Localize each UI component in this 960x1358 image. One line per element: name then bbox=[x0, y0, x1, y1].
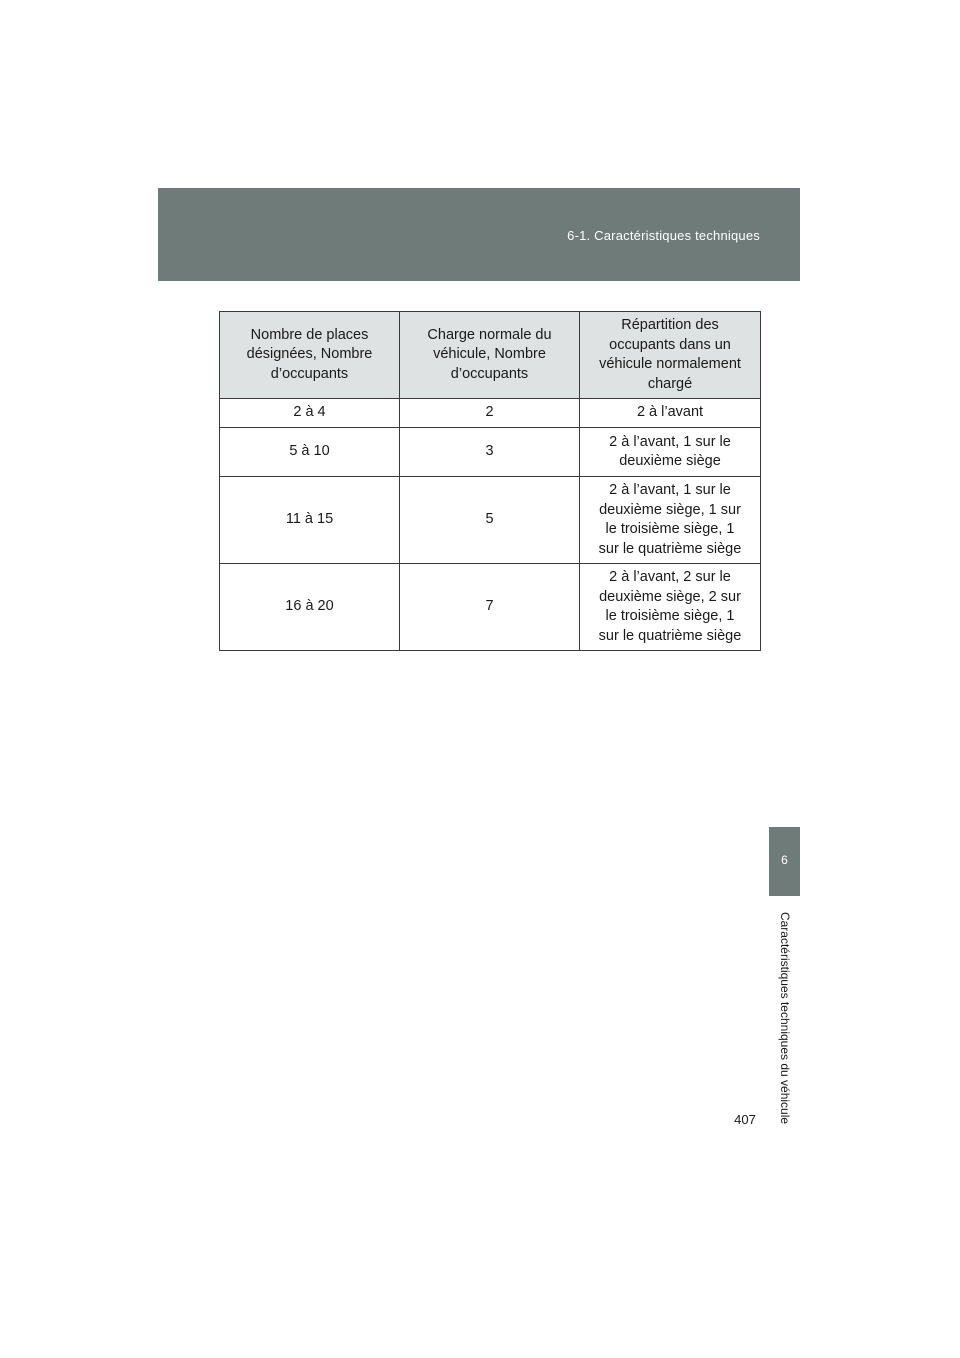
cell-distribution-text: 2 à l’avant, 2 sur le deuxième siège, 2 sur le troisième siège, 1 sur le quatrième siège bbox=[598, 569, 742, 644]
cell-load bbox=[400, 564, 580, 651]
table-row bbox=[220, 399, 761, 428]
chapter-label: Caractéristiques techniques du véhicule bbox=[778, 911, 792, 1125]
header-distribution-label: Répartition des occupants dans un véhicule normalement chargé bbox=[599, 317, 741, 392]
cell-distribution bbox=[580, 564, 761, 651]
header-designated-seats bbox=[220, 312, 400, 399]
header-designated-seats-label: Nombre de places désignées, Nombre d’occupants bbox=[246, 326, 373, 382]
cell-seats-text: 11 à 15 bbox=[285, 511, 334, 528]
header-normal-load-label: Charge normale du véhicule, Nombre d’occupants bbox=[427, 326, 552, 382]
cell-seats-text: 5 à 10 bbox=[289, 443, 330, 460]
section-title: 6-1. Caractéristiques techniques bbox=[567, 228, 760, 243]
cell-distribution bbox=[580, 428, 761, 477]
cell-seats-text: 2 à 4 bbox=[293, 404, 326, 421]
cell-load-text: 7 bbox=[485, 598, 494, 615]
cell-distribution-text: 2 à l’avant, 1 sur le deuxième siège bbox=[609, 433, 731, 469]
cell-seats bbox=[220, 428, 400, 477]
cell-load-text: 2 bbox=[485, 404, 494, 421]
cell-load-text: 3 bbox=[485, 443, 494, 460]
cell-seats-text: 16 à 20 bbox=[285, 598, 334, 615]
occupant-distribution-table bbox=[219, 311, 761, 651]
section-header-band bbox=[158, 188, 800, 281]
page-number: 407 bbox=[734, 1112, 756, 1127]
cell-distribution bbox=[580, 477, 761, 564]
cell-load bbox=[400, 477, 580, 564]
cell-distribution-text: 2 à l’avant, 1 sur le deuxième siège, 1 sur le troisième siège, 1 sur le quatrième siège bbox=[598, 482, 742, 557]
table-row bbox=[220, 477, 761, 564]
cell-distribution bbox=[580, 399, 761, 428]
cell-load-text: 5 bbox=[485, 511, 494, 528]
header-distribution bbox=[580, 312, 761, 399]
chapter-tab bbox=[769, 827, 800, 896]
chapter-number: 6 bbox=[781, 853, 788, 867]
table-row bbox=[220, 564, 761, 651]
table-header-row bbox=[220, 312, 761, 399]
cell-load bbox=[400, 428, 580, 477]
cell-distribution-text: 2 à l’avant bbox=[636, 404, 704, 421]
header-normal-load bbox=[400, 312, 580, 399]
table-row bbox=[220, 428, 761, 477]
cell-seats bbox=[220, 399, 400, 428]
cell-load bbox=[400, 399, 580, 428]
cell-seats bbox=[220, 477, 400, 564]
cell-seats bbox=[220, 564, 400, 651]
